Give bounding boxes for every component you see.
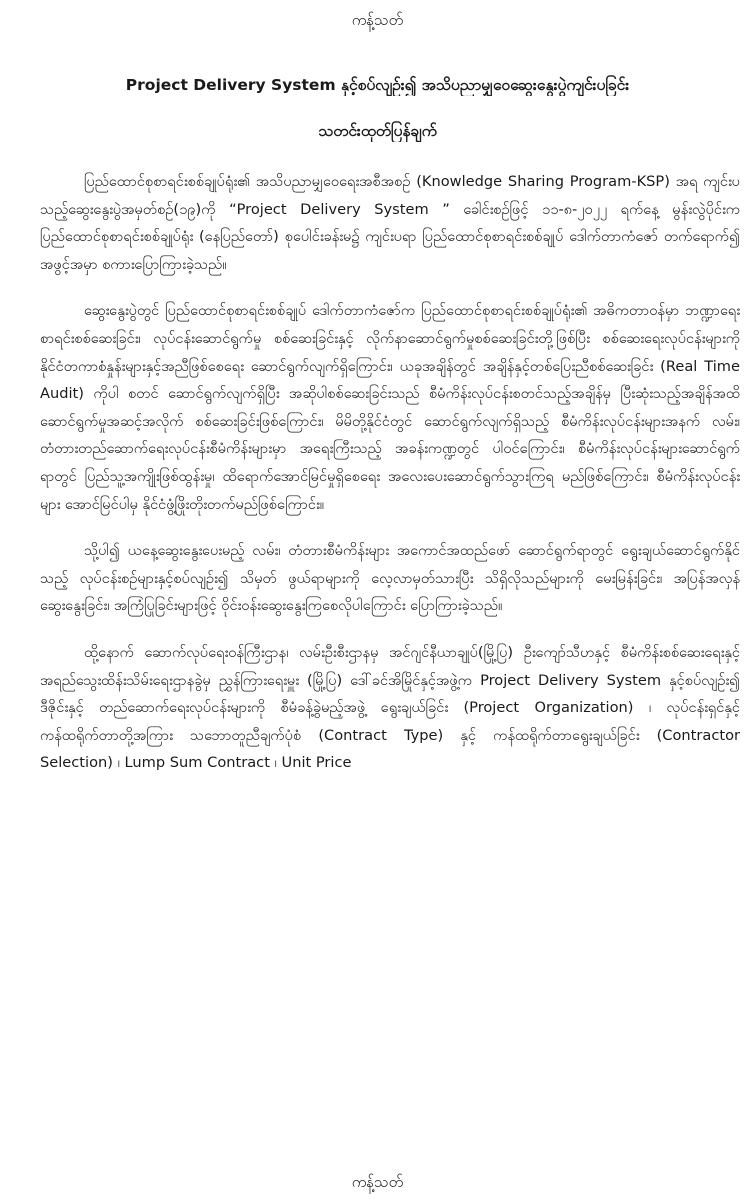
document-body bbox=[40, 168, 740, 777]
body-paragraph: ပြည်ထောင်စုစာရင်းစစ်ချုပ်ရုံး၏ အသိပညာမျှဝေရေးအစီအစဉ် (Knowledge Sharing Program-KSP) အရ ကျင်းပသည့်ဆွေးနွေးပွဲအမှတ်စဉ်(၁၉)ကို “Project Delivery System ” ခေါင်းစဉ်ဖြင့် ၁၁-၈-၂၀၂၂ ရက်နေ့ မွန်းလွဲပိုင်းက ပြည်ထောင်စုစာရင်းစစ်ချုပ်ရုံး (နေပြည်တော်) စုပေါင်းခန်းမ၌ ကျင်းပရာ ပြည်ထောင်စုစာရင်းစစ်ချုပ် ဒေါက်တာကံဇော် တက်ရောက်၍ အဖွင့်အမှာ စကားပြောကြားခဲ့သည်။ bbox=[40, 173, 740, 273]
body-paragraph: ဆွေးနွေးပွဲတွင် ပြည်ထောင်စုစာရင်းစစ်ချုပ် ဒေါက်တာကံဇော်က ပြည်ထောင်စုစာရင်းစစ်ချုပ်ရုံး၏ အဓိကတာဝန်မှာ ဘဏ္ဍာရေးစာရင်းစစ်ဆေးခြင်း၊ လုပ်ငန်းဆောင်ရွက်မှု စစ်ဆေးခြင်းနှင့် လိုက်နာဆောင်ရွက်မှုစစ်ဆေးခြင်းတို့ဖြစ်ပြီး စစ်ဆေးရေးလုပ်ငန်းများကို နိုင်ငံတကာစံနှုန်းများနှင့်အညီဖြစ်စေရေး ဆောင်ရွက်လျက်ရှိကြောင်း၊ ယခုအချိန်တွင် အချိန်နှင့်တစ်ပြေးညီစစ်ဆေးခြင်း (Real Time Audit) ကိုပါ စတင် ဆောင်ရွက်လျက်ရှိပြီး အဆိုပါစစ်ဆေးခြင်းသည် စီမံကိန်းလုပ်ငန်းစတင်သည့်အချိန်မှ ပြီးဆုံးသည့်အချိန်အထိ ဆောင်ရွက်မှုအဆင့်အလိုက် စစ်ဆေးခြင်းဖြစ်ကြောင်း၊ မိမိတို့နိုင်ငံတွင် ဆောင်ရွက်လျက်ရှိသည့် စီမံကိန်းလုပ်ငန်းများအနက် လမ်း၊ တံတားတည်ဆောက်ရေးလုပ်ငန်းစီမံကိန်းများမှာ အရေးကြီးသည့် အခန်းကဏ္ဍတွင် ပါဝင်ကြောင်း၊ စီမံကိန်းလုပ်ငန်းများဆောင်ရွက်ရာတွင် ပြည်သူ့အကျိုးဖြစ်ထွန်းမှု၊ ထိရောက်အောင်မြင်မှုရှိစေရေး အလေးပေးဆောင်ရွက်သွားကြရ မည်ဖြစ်ကြောင်း၊ စီမံကိန်းလုပ်ငန်းများ အောင်မြင်ပါမှ နိုင်ငံဖွံ့ဖြိုးတိုးတက်မည်ဖြစ်ကြောင်း။ bbox=[40, 302, 740, 513]
classification-marking-top: ကန့်သတ် bbox=[351, 11, 404, 29]
body-paragraph: သို့ပါ၍ ယနေ့ဆွေးနွေးပေးမည့် လမ်း၊ တံတားစီမံကိန်းများ အကောင်အထည်ဖော် ဆောင်ရွက်ရာတွင် ရွေးချယ်ဆောင်ရွက်နိုင်သည့် လုပ်ငန်းစဉ်များနှင့်စပ်လျဉ်း၍ သိမှတ် ဖွယ်ရာများကို လေ့လာမှတ်သားပြီး သိရှိလိုသည်များကို မေးမြန်းခြင်း၊ အပြန်အလှန် ဆွေးနွေးခြင်း၊ အကြံပြုခြင်းများဖြင့် ဝိုင်းဝန်းဆွေးနွေးကြစေလိုပါကြောင်း ပြောကြားခဲ့သည်။ bbox=[40, 542, 740, 615]
classification-marking-bottom: ကန့်သတ် bbox=[351, 1173, 404, 1191]
document-subtitle: သတင်းထုတ်ပြန်ချက် bbox=[318, 122, 437, 140]
body-paragraph: ထို့နောက် ဆောက်လုပ်ရေးဝန်ကြီးဌာန၊ လမ်းဦးစီးဌာနမှ အင်ဂျင်နီယာချုပ်(မြို့ပြ) ဦးကျော်သီဟနှင့် စီမံကိန်းစစ်ဆေးရေးနှင့် အရည်သွေးထိန်းသိမ်းရေးဌာနခွဲမှ ညွှန်ကြားရေးမှူး (မြို့ပြ) ဒေါ်ခင်အိမြိုင်နှင့်အဖွဲ့က Project Delivery System နှင့်စပ်လျဉ်း၍ ဒီဇိုင်းနှင့် တည်ဆောက်ရေးလုပ်ငန်းများကို စီမံခန့်ခွဲမည့်အဖွဲ့ ရွေးချယ်ခြင်း (Project Organization) ၊ လုပ်ငန်းရှင်နှင့် ကန်ထရိုက်တာတို့အကြား သဘောတူညီချက်ပုံစံ (Contract Type) နှင့် ကန်ထရိုက်တာရွေးချယ်ခြင်း (Contractor Selection) ၊ Lump Sum Contract ၊ Unit Price bbox=[40, 643, 740, 772]
document-title: Project Delivery System နှင့်စပ်လျဉ်း၍ အသိပညာမျှဝေဆွေးနွေးပွဲကျင်းပခြင်း bbox=[125, 76, 630, 94]
